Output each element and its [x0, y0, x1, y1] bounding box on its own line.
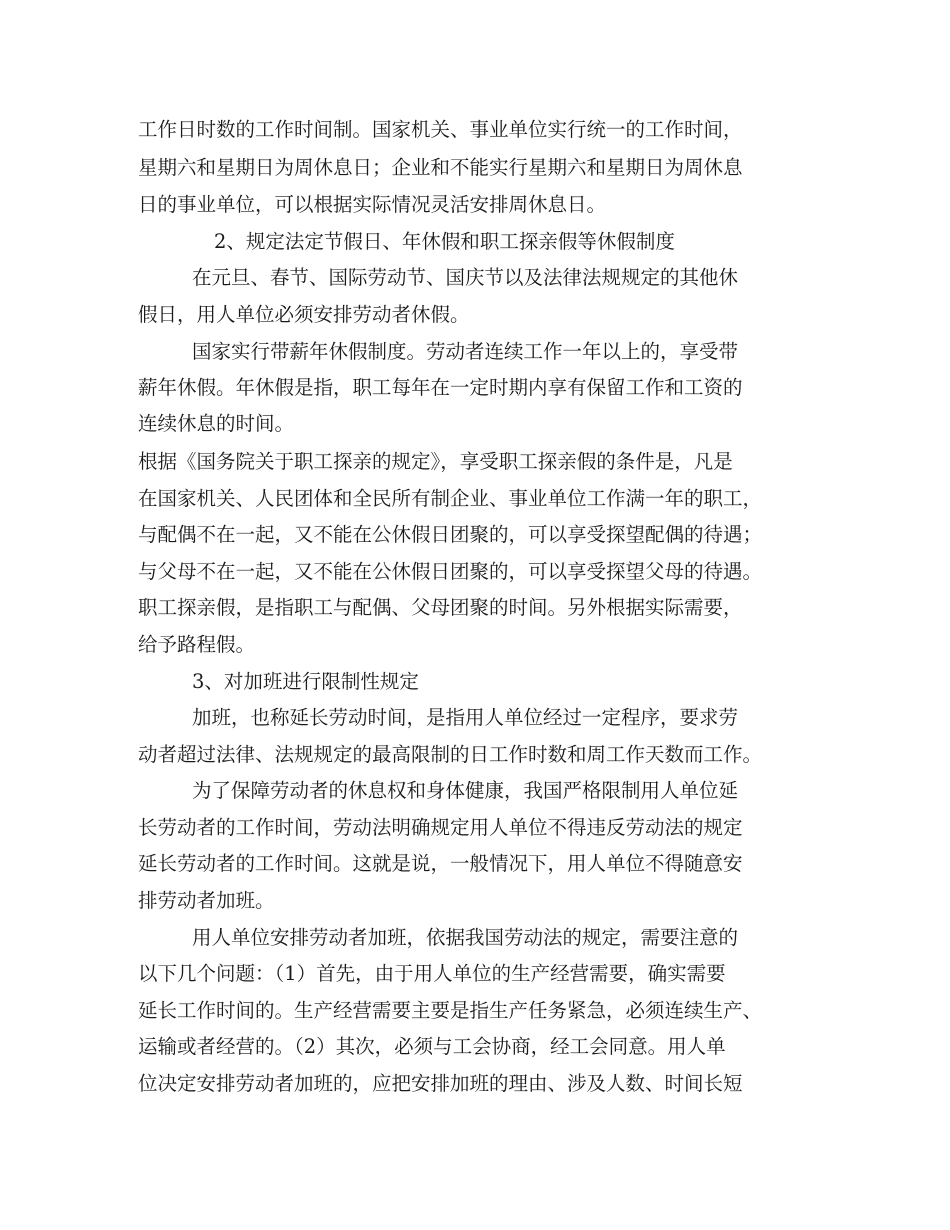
body-text-line: 与配偶不在一起，又不能在公休假日团聚的，可以享受探望配偶的待遇；	[138, 523, 763, 546]
body-text-line: 长劳动者的工作时间，劳动法明确规定用人单位不得违反劳动法的规定	[138, 816, 743, 839]
section-heading-2: 2、规定法定节假日、年休假和职工探亲假等休假制度	[214, 230, 675, 253]
body-text-line: 与父母不在一起，又不能在公休假日团聚的，可以享受探望父母的待遇。	[138, 560, 763, 583]
paragraph-first-line: 用人单位安排劳动者加班，依据我国劳动法的规定，需要注意的	[192, 926, 739, 949]
section-heading-3: 3、对加班进行限制性规定	[192, 670, 419, 693]
body-text-line: 日的事业单位，可以根据实际情况灵活安排周休息日。	[138, 193, 607, 216]
paragraph-first-line: 为了保障劳动者的休息权和身体健康，我国严格限制用人单位延	[192, 779, 739, 802]
paragraph-first-line: 国家实行带薪年休假制度。劳动者连续工作一年以上的，享受带	[192, 340, 739, 363]
paragraph-first-line: 在元旦、春节、国际劳动节、国庆节以及法律法规规定的其他休	[192, 266, 739, 289]
body-text-line: 工作日时数的工作时间制。国家机关、事业单位实行统一的工作时间，	[138, 118, 743, 141]
body-text-line: 在国家机关、人民团体和全民所有制企业、事业单位工作满一年的职工，	[138, 487, 763, 510]
body-text-line: 运输或者经营的。（2）其次，必须与工会协商，经工会同意。用人单	[138, 1035, 726, 1058]
body-text-line: 延长工作时间的。生产经营需要主要是指生产任务紧急，必须连续生产、	[138, 999, 763, 1022]
body-text-line: 星期六和星期日为周休息日；企业和不能实行星期六和星期日为周休息	[138, 156, 743, 179]
body-text-line: 以下几个问题：（1）首先，由于用人单位的生产经营需要，确实需要	[138, 962, 726, 985]
body-text-line: 动者超过法律、法规规定的最高限制的日工作时数和周工作天数而工作。	[138, 743, 763, 766]
body-text-line: 职工探亲假，是指职工与配偶、父母团聚的时间。另外根据实际需要，	[138, 596, 743, 619]
body-text-line: 排劳动者加班。	[138, 889, 275, 912]
body-text-line: 连续休息的时间。	[138, 412, 295, 435]
body-text-line: 给予路程假。	[138, 633, 256, 656]
paragraph-first-line: 加班，也称延长劳动时间，是指用人单位经过一定程序，要求劳	[192, 706, 739, 729]
body-text-line: 位决定安排劳动者加班的，应把安排加班的理由、涉及人数、时间长短	[138, 1072, 743, 1095]
body-text-line: 根据《国务院关于职工探亲的规定》，享受职工探亲假的条件是，凡是	[138, 450, 733, 473]
body-text-line: 假日，用人单位必须安排劳动者休假。	[138, 303, 470, 326]
body-text-line: 延长劳动者的工作时间。这就是说，一般情况下，用人单位不得随意安	[138, 852, 743, 875]
body-text-line: 薪年休假。年休假是指，职工每年在一定时期内享有保留工作和工资的	[138, 376, 743, 399]
